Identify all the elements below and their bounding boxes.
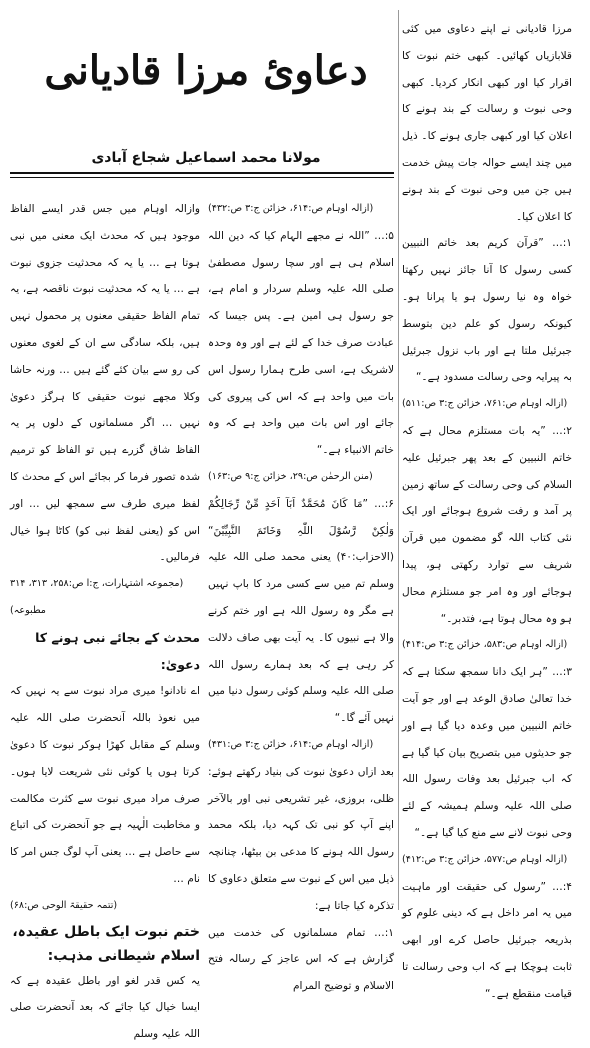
paragraph: وازالہ اوہام میں جس قدر ایسے الفاظ موجود ہیں کہ محدث ایک معنی میں نبی ہوتا ہے … یا یہ کہ محدثیت جزوی نبوت ہے … یا یہ کہ محدثیت نبوت ناقصہ ہے، یہ تمام الفاظ حقیقی معنوں پر محمول نہیں ہیں، بلکہ سادگی سے ان کے لغوی معنوں کی رو سے بیان کئے گئے ہیں … ورنہ حاشا وکلا مجھے نبوت حقیقی کا ہرگز دعویٰ نہیں … اگر مسلمانوں کے دلوں پر یہ الفاظ شاق گزرے ہیں تو الفاظ کو ترمیم شدہ تصور فرما کر بجائے اس کے محدث کا لفظ میری طرف سے سمجھ لیں … اور اس کو (یعنی لفظ نبی کو) کاٹا ہوا خیال فرمالیں۔ [10,203,200,564]
section-heading: ختم نبوت ایک باطل عقیدہ، اسلام شیطانی مذہب: [12,923,200,964]
paragraph: یہ کس قدر لغو اور باطل عقیدہ ہے کہ ایسا خیال کیا جائے کہ بعد آنحضرت صلی اللہ علیہ وسلم [10,974,200,1041]
citation: (مجموعہ اشتہارات، ج:ا ص:۲۵۸، ۳۱۳، ۳۱۴ مطبوعہ) [10,578,184,616]
paragraph: ۱:… تمام مسلمانوں کی خدمت میں گزارش ہے کہ اس عاجز کے رسالہ فتح الاسلام و توضیح المرام [208,926,394,993]
paragraph: ۴:… ”رسول کی حقیقت اور ماہیت میں یہ امر داخل ہے کہ دینی علوم کو بذریعہ جبرئیل حاصل کرے اور ابھی ثابت ہوچکا ہے کہ اب وحی رسالت تا قیامت منقطع ہے۔“ [402,880,572,1000]
citation: (منن الرحمٰن ص:۲۹، خزائن ج:۹ ص:۱۶۳) [208,470,373,482]
author-byline: مولانا محمد اسماعیل شجاع آبادی [91,150,321,166]
right-column [402,16,572,1007]
citation: (ازالہ اوہام ص:۵۷۷، خزائن ج:۳ ص:۴۱۲) [402,853,568,865]
left-column [10,196,200,1048]
paragraph: ۶:… ”مَا کَانَ مُحَمَّدٌ اَبَآ اَحَدٍ مِّنْ رِّجَالِکُمْ وَلٰکِنْ رَّسُوْلَ اللّٰہِ وَخَاتَمَ النَّبِیِّیْنَ“ (الاحزاب:۴۰) یعنی محمد صلی اللہ علیہ وسلم تم میں سے کسی مرد کا باپ نہیں ہے مگر وہ رسول اللہ ہے اور ختم کرنے والا ہے نبیوں کا۔ یہ آیت بھی صاف دلالت کر رہی ہے کہ بعد ہمارے رسول اللہ صلی اللہ علیہ وسلم کوئی رسول دنیا میں نہیں آئے گا۔“ [208,497,394,725]
citation: (ازالہ اوہام ص:۷۶۱، خزائن ج:۳ ص:۵۱۱) [402,398,568,410]
section-heading: محدث کے بجائے نبی ہونے کا دعویٰ: [35,629,200,672]
paragraph: اے نادانو! میری مراد نبوت سے یہ نہیں کہ میں نعوذ باللہ آنحضرت صلی اللہ علیہ وسلم کے مقابل کھڑا ہوکر نبوت کا دعویٰ کرتا ہوں یا کوئی نئی شریعت لایا ہوں۔ صرف مراد میری نبوت سے کثرت مکالمت و مخاطبت الٰہیہ ہے جو آنحضرت کی اتباع سے حاصل ہے … یعنی آپ لوگ جس امر کا نام … [10,685,200,885]
title-rule [10,172,394,174]
column-divider [398,10,399,910]
paragraph: ۲:… ”یہ بات مستلزم محال ہے کہ خاتم النبیین کے بعد پھر جبرئیل علیہ السلام کی وحی رسالت کے ساتھ زمین پر آمد و رفت شروع ہوجائے اور ایک نئی کتاب اللہ گو مضمون میں قرآن شریف سے توارد رکھتی ہو، پیدا ہوجائے اور وہ امر جو مستلزم محال ہو وہ محال ہوتا ہے، فتدبر۔“ [402,424,572,625]
paragraph: مرزا قادیانی نے اپنے دعاوی میں کئی قلابازیاں کھائیں۔ کبھی ختم نبوت کا اقرار کیا اور کبھی انکار کردیا۔ کبھی وحی نبوت و رسالت کے بند ہونے کا اعلان کیا اور کبھی جاری ہونے کا۔ ذیل میں چند ایسے حوالہ جات پیش خدمت ہیں جن میں وحی نبوت کے بند ہونے کا اعلان کیا۔ [402,23,572,223]
citation: (ازالہ اوہام ص:۵۸۳، خزائن ج:۳ ص:۴۱۴) [402,639,568,651]
citation: (تتمہ حقیقۃ الوحی ص:۶۸) [10,899,118,911]
paragraph: ۵:… ”اللہ نے مجھے الہام کیا کہ دین اللہ اسلام ہی ہے اور سچا رسول مصطفیٰ صلی اللہ علیہ وسلم سردار و امام ہے، جو رسول ہی امین ہے۔ پس جیسا کہ عبادت صرف خدا کے لئے ہے اور وہ وحدہ لاشریک ہے، اسی طرح ہمارا رسول اس بات میں واحد ہے کہ اس کی پیروی کی جائے اور اس بات میں واحد ہے کہ وہ خاتم الانبیاء ہے۔“ [208,229,394,457]
paragraph: بعد ازاں دعویٰ نبوت کی بنیاد رکھتے ہوئے: ظلی، بروزی، غیر تشریعی نبی اور بالآخر اپنے آپ کو نبی تک کہہ دیا، بلکہ محمد رسول اللہ ہونے کا مدعی بن بیٹھا، چنانچہ ذیل میں اس کے نبوت سے متعلق دعاوی کا تذکرہ کیا جاتا ہے: [208,765,394,912]
article-title: دعاوئ مرزا قادیانی [44,47,368,94]
paragraph: ۱:… ”قرآن کریم بعد خاتم النبیین کسی رسول کا آنا جائز نہیں رکھتا خواہ وہ نیا رسول ہو یا پرانا ہو۔ کیونکہ رسول کو علم دین بتوسط جبرئیل ملتا ہے اور باب نزول جبرئیل بہ پیرایہ وحی رسالت مسدود ہے۔“ [402,237,572,384]
citation: (ازالہ اوہام ص:۶۱۴، خزائن ج:۳ ص:۴۳۲) [208,203,374,214]
title-rule-thin [10,177,394,178]
paragraph: ۳:… ”ہر ایک دانا سمجھ سکتا ہے کہ خدا تعالیٰ صادق الوعد ہے اور جو آیت خاتم النبیین میں وعدہ دیا گیا ہے اور جو حدیثوں میں بتصریح بیان کیا گیا ہے کہ اب جبرئیل بعد وفات رسول اللہ صلی اللہ علیہ وسلم ہمیشہ کے لئے وحی نبوت لانے سے منع کیا گیا ہے۔“ [402,666,572,839]
middle-column [208,196,394,1000]
citation: (ازالہ اوہام ص:۶۱۴، خزائن ج:۳ ص:۴۳۱) [208,738,374,750]
